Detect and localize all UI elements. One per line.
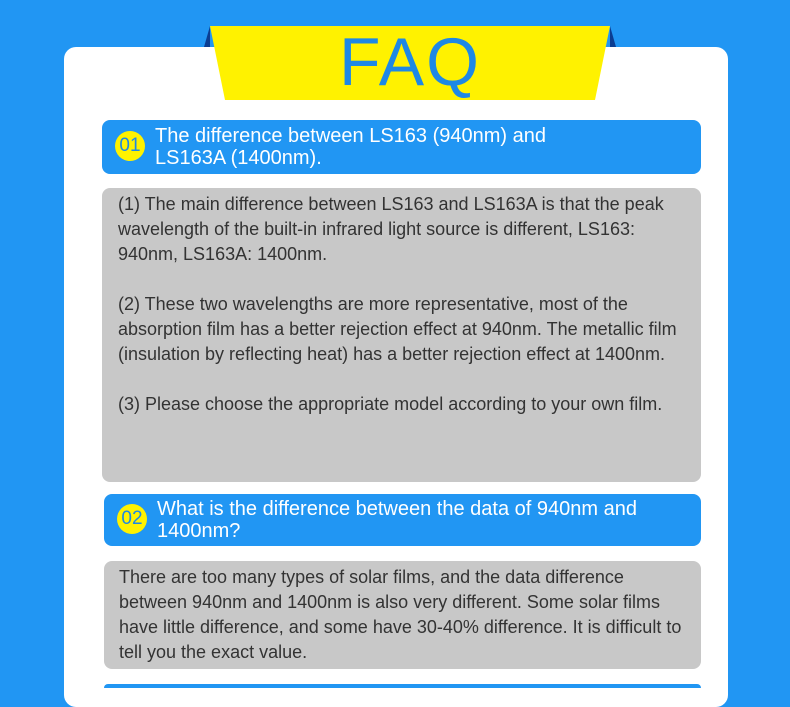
question-text: What is the difference between the data of 940nm and 1400nm?	[157, 498, 637, 542]
question-bar-01	[102, 120, 701, 174]
question-number-badge: 02	[117, 504, 147, 534]
question-number-badge: 01	[115, 131, 145, 161]
faq-banner	[200, 22, 620, 102]
answer-paragraph: (1) The main difference between LS163 and LS163A is that the peak wavelength of the built-in infrared light source is different, LS163: 940nm, LS163A: 1400nm.	[118, 194, 664, 264]
answer-paragraph: There are too many types of solar films, and the data difference between 940nm and 1400nm is also very different. Some solar films have little difference, and some have 30-40% difference. It is difficult to tell you the exact value.	[119, 567, 682, 662]
answer-box-02	[104, 561, 701, 669]
question-bar-03	[104, 684, 701, 688]
answer-box-01	[102, 188, 701, 482]
answer-paragraph: (2) These two wavelengths are more representative, most of the absorption film has a better rejection effect at 940nm. The metallic film (insulation by reflecting heat) has a better rejection effect at 1400nm.	[118, 294, 677, 364]
question-text: The difference between LS163 (940nm) and LS163A (1400nm).	[155, 125, 547, 169]
question-bar-02	[104, 494, 701, 546]
page-title: FAQ	[338, 24, 482, 100]
answer-paragraph: (3) Please choose the appropriate model according to your own film.	[118, 394, 663, 414]
